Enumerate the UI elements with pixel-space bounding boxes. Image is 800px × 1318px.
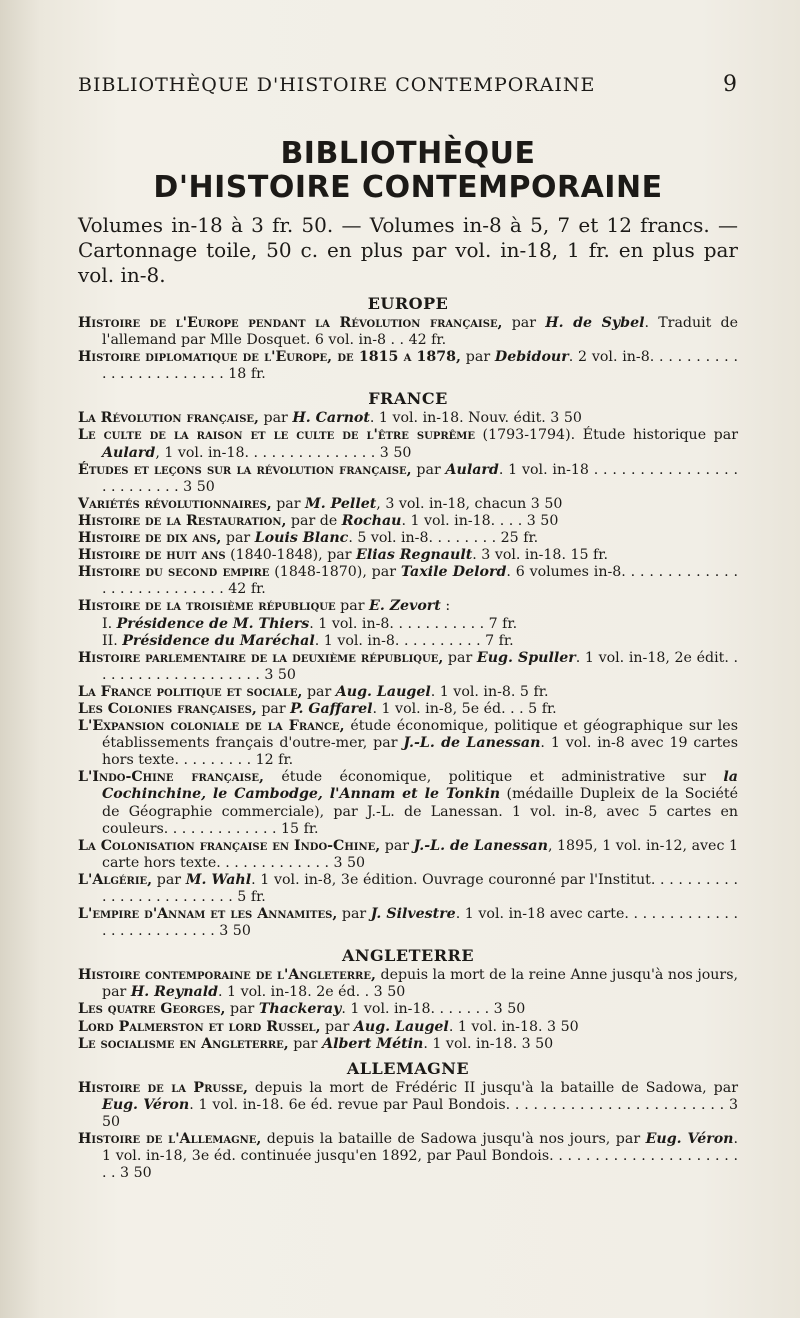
entry-details: . 1 vol. in-18. . . . . . . 3 50	[341, 1001, 526, 1018]
catalog-entry	[78, 872, 738, 906]
sub-entry-label: I.	[102, 615, 117, 632]
catalog-entry	[78, 838, 738, 872]
entry-author: Eug. Spuller	[476, 649, 576, 666]
entry-title: L'Expansion coloniale de la France,	[78, 718, 345, 735]
entry-author: H. de Sybel	[545, 315, 645, 331]
catalog-entry	[78, 701, 738, 718]
title-line-1: BIBLIOTHÈQUE	[280, 136, 536, 171]
entry-details: . 1 vol. in-18. 2e éd. . 3 50	[218, 984, 406, 1001]
angleterre-entries	[78, 967, 738, 1052]
entry-author: Eug. Véron	[102, 1096, 190, 1113]
section-heading-allemagne: ALLEMAGNE	[346, 1058, 470, 1078]
entry-author: Debidour	[494, 349, 569, 366]
entry-title: Histoire parlementaire de la deuxième république,	[78, 649, 444, 666]
entry-details: . 1 vol. in-8, 3e édition. Ouvrage couronné par l'Institut. . . . . . . . . . . . . . . . . . . . . . . . . 5 fr.	[102, 871, 738, 905]
catalog-entry	[78, 315, 738, 349]
allemagne-entries	[78, 1080, 738, 1183]
catalog-entry	[78, 496, 738, 513]
entry-details: . 1 vol. in-18. . . . 3 50	[401, 512, 559, 529]
entry-text: depuis la mort de la reine Anne jusqu'à nos jours, par	[102, 967, 739, 1001]
entry-details: . 1 vol. in-18. Nouv. édit. 3 50	[369, 410, 582, 427]
entry-title: L'empire d'Annam et les Annamites,	[78, 906, 338, 923]
catalog-entry	[78, 684, 738, 701]
entry-author: Aug. Laugel	[353, 1018, 449, 1035]
entry-details: . 1 vol. in-8 avec 19 cartes hors texte. . . . . . . . . 12 fr.	[102, 735, 738, 769]
entry-title: Histoire contemporaine de l'Angleterre,	[78, 967, 376, 984]
entry-title: Études et leçons sur la révolution française,	[78, 461, 412, 478]
entry-title: Les quatre Georges,	[78, 1001, 226, 1018]
entry-text: étude économique, politique et administrative sur	[263, 769, 724, 786]
entry-author: J.-L. de Lanessan	[413, 837, 548, 854]
page-number: 9	[723, 72, 738, 97]
entry-text: par	[502, 315, 546, 331]
entry-author: Louis Blanc	[254, 530, 349, 547]
catalog-entry	[78, 769, 738, 837]
europe-entries	[78, 315, 738, 383]
entry-text: par de	[286, 512, 342, 529]
entry-title: Les Colonies françaises,	[78, 700, 257, 717]
catalog-entry	[78, 967, 738, 1001]
catalog-entry	[78, 349, 738, 383]
entry-details: . 1 vol. in-18. 6e éd. revue par Paul Bondois. . . . . . . . . . . . . . . . . . . . . . . . 3 50	[102, 1096, 738, 1130]
entry-author: Aulard	[445, 461, 499, 478]
catalog-sub-entry	[78, 633, 738, 650]
entry-title: Histoire diplomatique de l'Europe, de 1815 a 1878,	[78, 349, 461, 366]
catalog-entry	[78, 530, 738, 547]
entry-details: :	[440, 598, 451, 615]
entry-title: Histoire de huit ans	[78, 547, 226, 564]
entry-author: la Cochinchine, le Cambodge, l'Annam et le Tonkin	[102, 769, 738, 803]
entry-text: par	[258, 410, 293, 427]
entry-text: par	[380, 837, 414, 854]
intro-paragraph: Volumes in-18 à 3 fr. 50. — Volumes in-8 à 5, 7 et 12 francs. — Cartonnage toile, 50 c. en plus par vol. in-18, 1 fr. en plus par vol. in-8.	[78, 213, 738, 287]
entry-details: (médaille Dupleix de la Société de Géographie commerciale), par J.-L. de Lanessan. 1 vol. in-8, avec 5 cartes en couleurs. . . . . . . . . . . . . 15 fr.	[102, 786, 738, 837]
sub-entry-title: Présidence du Maréchal	[122, 632, 315, 649]
entry-details: . 1 vol. in-18. 3 50	[448, 1018, 579, 1035]
page-title	[78, 137, 738, 205]
entry-text: par	[271, 495, 306, 512]
catalog-entry	[78, 564, 738, 598]
entry-details: . 3 vol. in-18. 15 fr.	[472, 547, 609, 564]
entry-title: La Révolution française,	[78, 410, 259, 427]
entry-title: Le culte de la raison et le culte de l'être suprême	[78, 427, 475, 444]
entry-text: par	[320, 1018, 354, 1035]
entry-title: Histoire de l'Allemagne,	[78, 1131, 262, 1148]
entry-title: La France politique et sociale,	[78, 683, 303, 700]
entry-author: Aulard	[102, 444, 156, 461]
entry-text: par	[335, 598, 369, 615]
entry-author: H. Reynald	[130, 984, 219, 1001]
sub-entry-details: . 1 vol. in-8. . . . . . . . . . 7 fr.	[314, 632, 514, 649]
entry-title: Histoire de la Prusse,	[78, 1079, 248, 1096]
catalog-entry	[78, 1036, 738, 1053]
catalog-entry	[78, 598, 738, 615]
section-heading-angleterre: ANGLETERRE	[341, 946, 475, 966]
entry-author: Eug. Véron	[645, 1131, 734, 1148]
content	[78, 72, 738, 1182]
running-head	[78, 72, 738, 97]
entry-title: Histoire de l'Europe pendant la Révolution française,	[78, 315, 503, 331]
entry-details: . 1 vol. in-18 . . . . . . . . . . . . . . . . . . . . . . . . . 3 50	[102, 461, 738, 495]
entry-details: . 2 vol. in-8. . . . . . . . . . . . . . . . . . . . . . . . 18 fr.	[102, 349, 738, 383]
entry-details: . 1 vol. in-18. 3 50	[423, 1035, 554, 1052]
catalog-sub-entry	[78, 616, 738, 633]
entry-title: Histoire de la Restauration,	[78, 512, 287, 529]
entry-author: Taxile Delord	[400, 564, 507, 581]
entry-text: depuis la bataille de Sadowa jusqu'à nos jours, par	[261, 1131, 646, 1148]
catalog-entry	[78, 650, 738, 684]
france-entries-continued	[78, 650, 738, 941]
entry-text: par	[256, 700, 291, 717]
entry-text: par	[337, 906, 371, 923]
entry-text: par	[288, 1035, 323, 1052]
entry-details: . 1 vol. in-8, 5e éd. . . 5 fr.	[372, 700, 557, 717]
entry-details: , 3 vol. in-18, chacun 3 50	[376, 495, 563, 512]
catalog-entry	[78, 547, 738, 564]
entry-text: par	[460, 349, 495, 366]
catalog-entry	[78, 906, 738, 940]
france-sub-entries	[78, 616, 738, 650]
entry-details: . 1 vol. in-8. 5 fr.	[430, 683, 549, 700]
entry-author: H. Carnot	[292, 410, 370, 427]
entry-title: L'Algérie,	[78, 871, 153, 888]
catalog-entry	[78, 1001, 738, 1018]
entry-text: par	[411, 461, 446, 478]
entry-author: M. Pellet	[305, 495, 377, 512]
entry-text: (1848-1870), par	[269, 564, 401, 581]
entry-author: J. Silvestre	[370, 906, 456, 923]
entry-title: Lord Palmerston et lord Russel,	[78, 1018, 321, 1035]
entry-text: par	[443, 649, 477, 666]
catalog-entry	[78, 410, 738, 427]
entry-author: Thackeray	[258, 1001, 342, 1018]
entry-author: P. Gaffarel	[290, 700, 373, 717]
entry-author: E. Zevort	[369, 598, 441, 615]
catalog-entry	[78, 1019, 738, 1036]
france-entries	[78, 410, 738, 615]
entry-details: . 1 vol. in-18 avec carte. . . . . . . . . . . . . . . . . . . . . . . . . . 3 50	[102, 906, 739, 940]
entry-text: étude économique, politique et géographique sur les établissements français d'outre-mer, par	[102, 718, 738, 752]
entry-text: par	[302, 683, 336, 700]
entry-text: par	[221, 530, 255, 547]
entry-title: Le socialisme en Angleterre,	[78, 1035, 289, 1052]
sub-entry-title: Présidence de M. Thiers	[116, 615, 310, 632]
entry-details: , 1895, 1 vol. in-12, avec 1 carte hors texte. . . . . . . . . . . . . 3 50	[102, 837, 738, 871]
entry-author: Aug. Laugel	[335, 683, 431, 700]
entry-title: L'Indo-Chine française,	[78, 769, 264, 786]
entry-text: (1793-1794). Étude historique par	[474, 427, 738, 444]
sub-entry-label: II.	[102, 632, 123, 649]
entry-text: (1840-1848), par	[225, 547, 357, 564]
entry-text: par	[225, 1001, 259, 1018]
entry-title: Histoire de la troisième république	[78, 598, 336, 615]
entry-title: Variétés révolutionnaires,	[78, 495, 272, 512]
title-line-2: D'HISTOIRE CONTEMPORAINE	[153, 170, 663, 205]
entry-details: . 5 vol. in-8. . . . . . . . 25 fr.	[348, 530, 539, 547]
entry-details: . 1 vol. in-18, 3e éd. continuée jusqu'en 1892, par Paul Bondois. . . . . . . . . . . . . . . . . . . . . . . 3 50	[102, 1131, 738, 1182]
entry-author: M. Wahl	[185, 871, 252, 888]
catalog-entry	[78, 427, 738, 461]
entry-title: Histoire du second empire	[78, 564, 270, 581]
sub-entry-details: . 1 vol. in-8. . . . . . . . . . . 7 fr.	[309, 615, 518, 632]
running-head-title: BIBLIOTHÈQUE D'HISTOIRE CONTEMPORAINE	[78, 74, 596, 96]
entry-details: . 6 volumes in-8. . . . . . . . . . . . . . . . . . . . . . . . . . . 42 fr.	[102, 564, 738, 598]
section-heading-france: FRANCE	[368, 389, 448, 409]
entry-author: J.-L. de Lanessan	[403, 735, 541, 752]
entry-text: depuis la mort de Frédéric II jusqu'à la bataille de Sadowa, par	[247, 1079, 738, 1096]
catalog-entry	[78, 462, 738, 496]
catalog-entry	[78, 1131, 738, 1182]
entry-details: . 1 vol. in-18, 2e édit. . . . . . . . . . . . . . . . . . . . 3 50	[102, 649, 738, 683]
entry-author: Rochau	[341, 512, 402, 529]
catalog-entry	[78, 718, 738, 769]
catalog-entry	[78, 513, 738, 530]
entry-author: Elias Regnault	[356, 547, 473, 564]
entry-text: par	[152, 871, 186, 888]
catalog-entry	[78, 1080, 738, 1131]
entry-author: Albert Métin	[322, 1035, 424, 1052]
entry-details: , 1 vol. in-18. . . . . . . . . . . . . . . 3 50	[155, 444, 412, 461]
entry-title: La Colonisation française en Indo-Chine,	[78, 837, 381, 854]
section-heading-europe: EUROPE	[367, 294, 449, 313]
entry-title: Histoire de dix ans,	[78, 530, 222, 547]
entry-details: . Traduit de l'allemand par Mlle Dosquet. 6 vol. in-8 . . 42 fr.	[102, 315, 739, 349]
